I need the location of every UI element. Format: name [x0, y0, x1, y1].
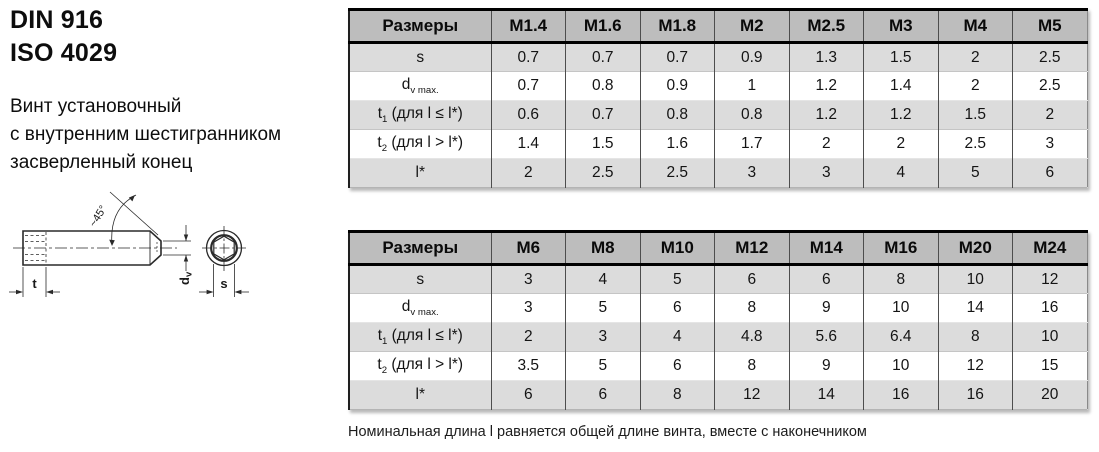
- value-cell: 1.7: [715, 130, 790, 159]
- value-cell: 8: [864, 265, 939, 294]
- description-line: с внутренним шестигранником: [10, 124, 282, 145]
- t-dimension-label: t: [32, 276, 37, 291]
- row-label: [349, 265, 491, 294]
- value-cell: 6: [566, 381, 641, 410]
- set-screw-technical-drawing: [0, 178, 290, 323]
- value-cell: 14: [789, 381, 864, 410]
- thread-size-header: M2: [715, 10, 790, 43]
- table-row: [349, 130, 1087, 159]
- value-cell: 1.5: [938, 101, 1013, 130]
- row-label-main: l*: [415, 386, 425, 403]
- value-cell: 4: [640, 323, 715, 352]
- standard-iso: ISO 4029: [10, 39, 118, 67]
- value-cell: 9: [789, 352, 864, 381]
- value-cell: 2: [938, 43, 1013, 72]
- value-cell: 20: [1013, 381, 1088, 410]
- row-label-subscript: v max.: [410, 85, 439, 97]
- value-cell: 0.7: [640, 43, 715, 72]
- value-cell: 0.8: [715, 101, 790, 130]
- thread-size-header: M8: [566, 232, 641, 265]
- value-cell: 6: [789, 265, 864, 294]
- row-label: [349, 352, 491, 381]
- value-cell: 5: [640, 265, 715, 294]
- row-label: [349, 72, 491, 101]
- value-cell: 9: [789, 294, 864, 323]
- row-label-main: s: [416, 48, 425, 66]
- value-cell: 2.5: [640, 159, 715, 188]
- value-cell: 1.5: [864, 43, 939, 72]
- thread-size-header: M1.4: [491, 10, 566, 43]
- value-cell: 2: [491, 323, 566, 352]
- value-cell: 2: [1013, 101, 1088, 130]
- row-label-subscript: 1: [382, 114, 388, 126]
- end-view: [202, 226, 246, 271]
- value-cell: 3: [491, 294, 566, 323]
- value-cell: 14: [938, 294, 1013, 323]
- row-label: [349, 43, 491, 72]
- value-cell: 1.2: [789, 101, 864, 130]
- angle-annotation: [87, 192, 158, 246]
- value-cell: 16: [938, 381, 1013, 410]
- s-dimension-label: s: [220, 276, 228, 291]
- value-cell: 4: [864, 159, 939, 188]
- value-cell: 6: [715, 265, 790, 294]
- thread-size-header: M1.8: [640, 10, 715, 43]
- value-cell: 2: [938, 72, 1013, 101]
- value-cell: 3.5: [491, 352, 566, 381]
- sizes-column-header: Размеры: [349, 10, 491, 43]
- table-row: [349, 43, 1087, 72]
- row-label-condition: (для l > l*): [387, 133, 464, 151]
- row-label-subscript: 2: [381, 143, 388, 155]
- header-row: [349, 10, 1087, 43]
- value-cell: 8: [715, 294, 790, 323]
- thread-size-header: M12: [715, 232, 790, 265]
- dimensions-table-m6-m24: [348, 230, 1088, 410]
- row-label: [349, 101, 491, 130]
- value-cell: 1.4: [491, 130, 566, 159]
- dv-dimension: [163, 225, 195, 285]
- value-cell: 1.2: [789, 72, 864, 101]
- value-cell: 12: [938, 352, 1013, 381]
- value-cell: 0.7: [566, 43, 641, 72]
- row-label-subscript: v max.: [410, 307, 439, 319]
- value-cell: 6: [640, 294, 715, 323]
- dv-dimension-label: dv: [177, 271, 195, 285]
- value-cell: 6: [640, 352, 715, 381]
- thread-size-header: M3: [864, 10, 939, 43]
- value-cell: 1.5: [566, 130, 641, 159]
- value-cell: 2.5: [1013, 72, 1088, 101]
- thread-size-header: M24: [1013, 232, 1088, 265]
- thread-size-header: M1.6: [566, 10, 641, 43]
- table-row: [349, 352, 1087, 381]
- footnote: Номинальная длина l равняется общей длине винта, вместе с наконечником: [348, 424, 867, 440]
- row-label-condition: (для l ≤ l*): [387, 104, 463, 122]
- angle-label: ~45°: [87, 203, 110, 230]
- value-cell: 1.2: [864, 101, 939, 130]
- value-cell: 10: [1013, 323, 1088, 352]
- value-cell: 1.4: [864, 72, 939, 101]
- value-cell: 2: [491, 159, 566, 188]
- value-cell: 0.9: [640, 72, 715, 101]
- thread-size-header: M14: [789, 232, 864, 265]
- row-label-main: t: [377, 133, 382, 151]
- row-label-main: t: [377, 355, 382, 373]
- value-cell: 6: [491, 381, 566, 410]
- value-cell: 0.6: [491, 101, 566, 130]
- header-row: [349, 232, 1087, 265]
- thread-size-header: M5: [1013, 10, 1088, 43]
- value-cell: 1: [715, 72, 790, 101]
- t-dimension: [9, 267, 60, 297]
- row-label-main: t: [377, 326, 382, 344]
- table-row: [349, 72, 1087, 101]
- value-cell: 0.7: [491, 72, 566, 101]
- value-cell: 0.8: [640, 101, 715, 130]
- side-view: [13, 231, 177, 265]
- row-label: [349, 323, 491, 352]
- value-cell: 3: [1013, 130, 1088, 159]
- dimension-tables: [348, 8, 1086, 440]
- description-line: засверленный конец: [10, 152, 193, 173]
- description-line: Винт установочный: [10, 96, 182, 117]
- row-label-main: d: [401, 75, 411, 93]
- row-label: [349, 381, 491, 410]
- title-block: [10, 4, 281, 177]
- value-cell: 10: [864, 352, 939, 381]
- table-row: [349, 294, 1087, 323]
- thread-size-header: M20: [938, 232, 1013, 265]
- product-description: [10, 93, 281, 177]
- thread-size-header: M10: [640, 232, 715, 265]
- row-label-condition: (для l > l*): [387, 355, 464, 373]
- value-cell: 0.7: [491, 43, 566, 72]
- row-label-subscript: 2: [381, 365, 388, 377]
- value-cell: 10: [938, 265, 1013, 294]
- row-label-subscript: 1: [382, 336, 388, 348]
- value-cell: 0.9: [715, 43, 790, 72]
- value-cell: 1.6: [640, 130, 715, 159]
- value-cell: 5: [566, 352, 641, 381]
- value-cell: 10: [864, 294, 939, 323]
- value-cell: 5: [566, 294, 641, 323]
- table-row: [349, 265, 1087, 294]
- value-cell: 0.8: [566, 72, 641, 101]
- value-cell: 6.4: [864, 323, 939, 352]
- value-cell: 12: [715, 381, 790, 410]
- row-label-main: t: [377, 104, 382, 122]
- table-row: [349, 101, 1087, 130]
- row-label-main: l*: [415, 164, 425, 181]
- value-cell: 3: [491, 265, 566, 294]
- value-cell: 5.6: [789, 323, 864, 352]
- value-cell: 8: [640, 381, 715, 410]
- row-label: [349, 159, 491, 188]
- sizes-column-header: Размеры: [349, 232, 491, 265]
- thread-size-header: M16: [864, 232, 939, 265]
- value-cell: 3: [789, 159, 864, 188]
- thread-size-header: M2.5: [789, 10, 864, 43]
- row-label-main: d: [401, 297, 411, 315]
- value-cell: 12: [1013, 265, 1088, 294]
- value-cell: 8: [715, 352, 790, 381]
- row-label-condition: (для l ≤ l*): [387, 326, 463, 344]
- value-cell: 8: [938, 323, 1013, 352]
- value-cell: 16: [864, 381, 939, 410]
- thread-size-header: M6: [491, 232, 566, 265]
- value-cell: 6: [1013, 159, 1088, 188]
- standard-din: DIN 916: [10, 6, 104, 34]
- value-cell: 2.5: [566, 159, 641, 188]
- table-row: [349, 159, 1087, 188]
- value-cell: 2.5: [938, 130, 1013, 159]
- value-cell: 2: [864, 130, 939, 159]
- value-cell: 5: [938, 159, 1013, 188]
- value-cell: 0.7: [566, 101, 641, 130]
- row-label: [349, 130, 491, 159]
- table-row: [349, 381, 1087, 410]
- table-row: [349, 323, 1087, 352]
- value-cell: 2: [789, 130, 864, 159]
- value-cell: 16: [1013, 294, 1088, 323]
- row-label: [349, 294, 491, 323]
- value-cell: 2.5: [1013, 43, 1088, 72]
- value-cell: 1.3: [789, 43, 864, 72]
- dimensions-table-m1.4-m5: [348, 8, 1088, 188]
- value-cell: 3: [566, 323, 641, 352]
- row-label-main: s: [416, 270, 425, 288]
- value-cell: 4: [566, 265, 641, 294]
- value-cell: 4.8: [715, 323, 790, 352]
- value-cell: 3: [715, 159, 790, 188]
- value-cell: 15: [1013, 352, 1088, 381]
- thread-size-header: M4: [938, 10, 1013, 43]
